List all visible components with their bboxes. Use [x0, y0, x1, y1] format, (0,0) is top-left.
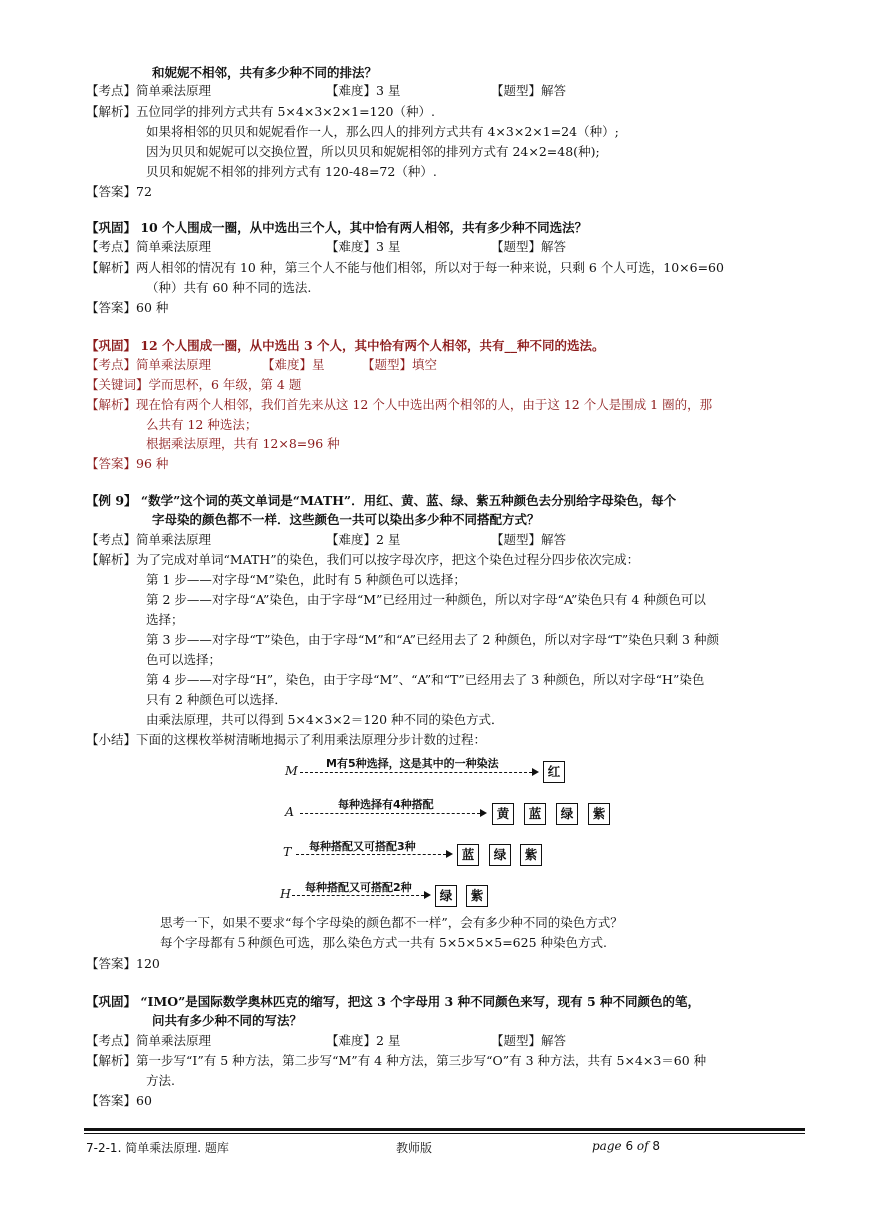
jiexi-line: 第 3 步——对字母“T”染色，由于字母“M”和“A”已经用去了 2 种颜色，所以对字母“T”染色只剩 3 种颜	[146, 632, 719, 647]
tixing: 【题型】解答	[491, 83, 567, 98]
color-box: 紫	[588, 803, 610, 825]
tree-letter: T	[283, 844, 292, 859]
daan: 【答案】72	[86, 184, 152, 199]
tixing: 【题型】解答	[491, 532, 567, 547]
daan: 【答案】60 种	[86, 300, 169, 315]
tixing: 【题型】解答	[491, 1033, 567, 1048]
nandu: 【难度】3 星	[326, 83, 401, 98]
question-continuation: 和妮妮不相邻，共有多少种不同的排法？	[152, 65, 378, 80]
jiexi-line: 【解析】为了完成对单词“MATH”的染色，我们可以按字母次序，把这个染色过程分四步依次完成：	[86, 552, 640, 567]
daan: 【答案】96 种	[86, 456, 169, 471]
tree-label: M有5种选择，这是其中的一种染法	[326, 757, 499, 770]
tree-arrow	[296, 854, 446, 855]
color-box: 绿	[556, 803, 578, 825]
footer-title: 7-2-1. 简单乘法原理. 题库	[86, 1141, 229, 1155]
nandu: 【难度】星	[262, 357, 325, 372]
jiexi-line: 么共有 12 种选法；	[146, 417, 258, 432]
nandu: 【难度】2 星	[326, 1033, 401, 1048]
page-label: page	[592, 1139, 622, 1153]
tree-arrow	[292, 895, 424, 896]
xiaojie: 【小结】下面的这棵枚举树清晰地揭示了利用乘法原理分步计数的过程：	[86, 732, 487, 747]
jiexi-line: 因为贝贝和妮妮可以交换位置，所以贝贝和妮妮相邻的排列方式有 24×2=48(种);	[146, 144, 600, 159]
question-title: 【例 9】 “数学”这个词的英文单词是“MATH”．用红、黄、蓝、绿、紫五种颜色去分别给字母染色，每个	[86, 493, 677, 508]
tree-arrow	[300, 772, 532, 773]
kaodian: 【考点】简单乘法原理	[86, 532, 212, 547]
question-title: 【巩固】 12 个人围成一圈，从中选出 3 个人，其中恰有两个人相邻，共有__种不同的选法。	[86, 338, 605, 353]
jiexi-line: 根据乘法原理，共有 12×8=96 种	[146, 436, 340, 451]
jiexi-line: 选择；	[146, 612, 184, 627]
jiexi-line: 第 1 步——对字母“M”染色，此时有 5 种颜色可以选择；	[146, 572, 466, 587]
footer-rule	[84, 1128, 805, 1131]
tree-label: 每种搭配又可搭配2种	[305, 881, 412, 894]
footer-rule	[84, 1133, 805, 1134]
arrowhead	[424, 891, 431, 899]
jiexi-line: （种）共有 60 种不同的选法.	[146, 280, 312, 295]
nandu: 【难度】2 星	[326, 532, 401, 547]
guanjianci: 【关键词】学而思杯，6 年级，第 4 题	[86, 377, 302, 392]
daan: 【答案】60	[86, 1093, 152, 1108]
of-label: of	[636, 1139, 649, 1153]
jiexi-line: 【解析】两人相邻的情况有 10 种，第三个人不能与他们相邻，所以对于每一种来说，只剩 6 个人可选，10×6=60	[86, 260, 724, 275]
tixing: 【题型】解答	[491, 239, 567, 254]
tree-label: 每种搭配又可搭配3种	[309, 840, 416, 853]
arrowhead	[532, 768, 539, 776]
jiexi-line: 只有 2 种颜色可以选择．	[146, 692, 287, 707]
kaodian: 【考点】简单乘法原理	[86, 1033, 212, 1048]
color-box: 紫	[466, 885, 488, 907]
color-box: 黄	[492, 803, 514, 825]
kaodian: 【考点】简单乘法原理	[86, 357, 212, 372]
jiexi-line: 【解析】五位同学的排列方式共有 5×4×3×2×1=120（种）.	[86, 104, 435, 119]
tree-arrow	[300, 813, 480, 814]
color-box: 紫	[520, 844, 542, 866]
jiexi-line: 第 2 步——对字母“A”染色，由于字母“M”已经用过一种颜色，所以对字母“A”染色只有 4 种颜色可以	[146, 592, 706, 607]
arrowhead	[480, 809, 487, 817]
question-title-cont: 字母染的颜色都不一样．这些颜色一共可以染出多少种不同搭配方式？	[152, 512, 540, 527]
question-title-cont: 问共有多少种不同的写法？	[152, 1013, 303, 1028]
daan: 【答案】120	[86, 956, 160, 971]
jiexi-line: 【解析】第一步写“I”有 5 种方法，第二步写“M”有 4 种方法，第三步写“O”有 3 种方法，共有 5×4×3＝60 种	[86, 1053, 707, 1068]
color-box: 绿	[435, 885, 457, 907]
jiexi-line: 方法.	[146, 1073, 175, 1088]
tixing: 【题型】填空	[362, 357, 438, 372]
page-indicator	[592, 1139, 660, 1153]
kaodian: 【考点】简单乘法原理	[86, 239, 212, 254]
color-box: 蓝	[524, 803, 546, 825]
think-line: 每个字母都有５种颜色可选，那么染色方式一共有 5×5×5×5=625 种染色方式.	[160, 935, 607, 950]
nandu: 【难度】3 星	[326, 239, 401, 254]
jiexi-line: 贝贝和妮妮不相邻的排列方式有 120-48=72（种）.	[146, 164, 437, 179]
page-total: 8	[652, 1139, 661, 1153]
jiexi-line: 由乘法原理，共可以得到 5×4×3×2＝120 种不同的染色方式．	[146, 712, 504, 727]
think-line: 思考一下，如果不要求“每个字母染的颜色都不一样”，会有多少种不同的染色方式？	[160, 915, 623, 930]
jiexi-line: 【解析】现在恰有两个人相邻，我们首先来从这 12 个人中选出两个相邻的人，由于这 12 个人是围成 1 圈的，那	[86, 397, 713, 412]
color-box: 蓝	[457, 844, 479, 866]
jiexi-line: 第 4 步——对字母“H”，染色，由于字母“M”、“A”和“T”已经用去了 3 种颜色，所以对字母“H”染色	[146, 672, 705, 687]
tree-letter: A	[285, 804, 295, 819]
question-title: 【巩固】 “IMO”是国际数学奥林匹克的缩写，把这 3 个字母用 3 种不同颜色来写，现有 5 种不同颜色的笔，	[86, 994, 701, 1009]
tree-label: 每种选择有4种搭配	[338, 798, 434, 811]
kaodian: 【考点】简单乘法原理	[86, 83, 212, 98]
color-box: 红	[543, 761, 565, 783]
jiexi-line: 如果将相邻的贝贝和妮妮看作一人，那么四人的排列方式共有 4×3×2×1=24（种）;	[146, 124, 619, 139]
color-box: 绿	[489, 844, 511, 866]
footer-edition: 教师版	[396, 1141, 433, 1155]
page-number: 6	[625, 1139, 634, 1153]
tree-letter: H	[280, 886, 291, 901]
arrowhead	[446, 850, 453, 858]
jiexi-line: 色可以选择；	[146, 652, 222, 667]
question-title: 【巩固】 10 个人围成一圈，从中选出三个人，其中恰有两人相邻，共有多少种不同选法？	[86, 220, 588, 235]
tree-letter: M	[285, 763, 298, 778]
